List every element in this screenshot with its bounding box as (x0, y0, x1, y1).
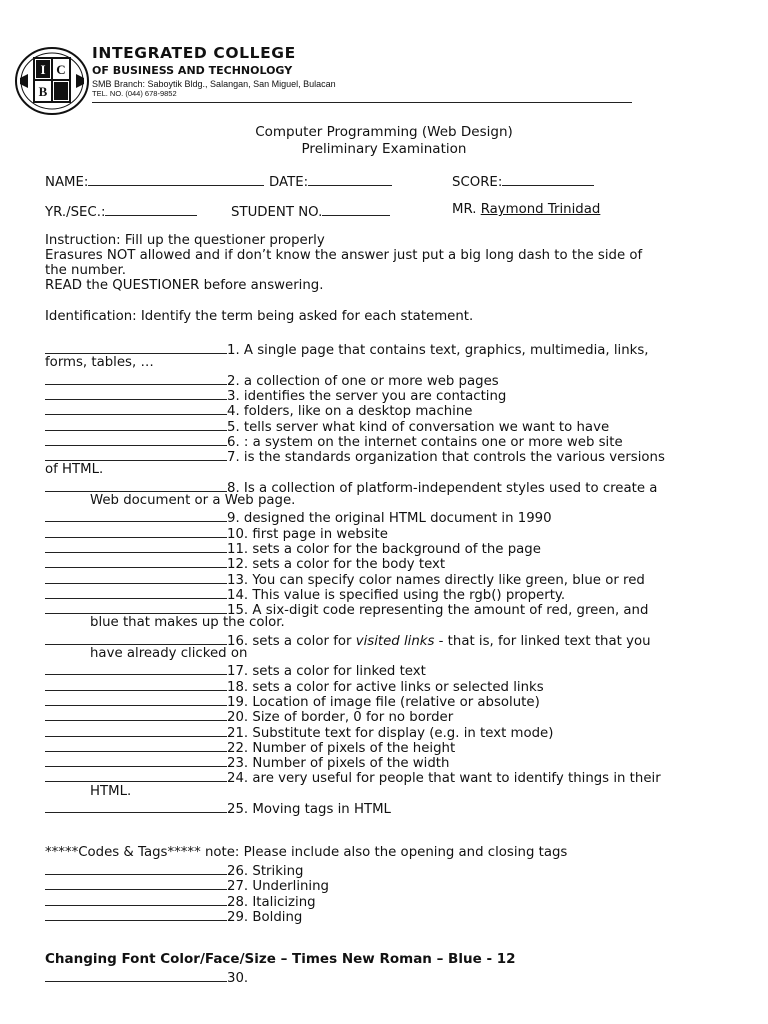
college-subtitle: OF BUSINESS AND TECHNOLOGY (92, 64, 293, 77)
college-logo (14, 44, 90, 116)
answer-blank[interactable] (45, 738, 227, 752)
codes-section-heading: *****Codes & Tags***** note: Please include also the opening and closing tags (45, 845, 568, 860)
svg-text:B: B (38, 84, 48, 99)
question-item[interactable]: 10. first page in website (45, 524, 388, 542)
question-item[interactable]: 3. identifies the server you are contacting (45, 386, 506, 404)
answer-blank[interactable] (45, 432, 227, 446)
answer-blank[interactable] (45, 707, 227, 721)
question-item[interactable]: 26. Striking (45, 861, 303, 879)
question-item[interactable]: 22. Number of pixels of the height (45, 738, 455, 756)
question-continuation: have already clicked on (90, 646, 248, 661)
question-item[interactable]: 20. Size of border, 0 for no border (45, 707, 453, 725)
font-section-heading: Changing Font Color/Face/Size – Times New Roman – Blue - 12 (45, 951, 516, 967)
yr-sec-field[interactable]: YR./SEC.: (45, 202, 197, 220)
question-item[interactable]: 16. sets a color for visited links - that is, for linked text that you (45, 631, 651, 649)
answer-blank[interactable] (45, 799, 227, 813)
question-item[interactable]: 30. (45, 968, 248, 986)
question-item[interactable]: 8. Is a collection of platform-independent styles used to create a (45, 478, 657, 496)
answer-blank[interactable] (45, 861, 227, 875)
question-continuation: HTML. (90, 783, 132, 799)
yr-sec-blank[interactable] (105, 202, 197, 216)
name-blank[interactable] (88, 172, 264, 186)
instruction-line: Erasures NOT allowed and if don’t know the answer just put a big long dash to the side of (45, 248, 643, 263)
score-field[interactable]: SCORE: (452, 172, 594, 190)
answer-blank[interactable] (45, 692, 227, 706)
student-no-blank[interactable] (322, 202, 390, 216)
question-item[interactable]: 2. a collection of one or more web pages (45, 371, 499, 389)
question-continuation: Web document or a Web page. (90, 493, 296, 508)
question-item[interactable]: 4. folders, like on a desktop machine (45, 401, 473, 419)
instruction-line: the number. (45, 263, 126, 278)
answer-blank[interactable] (45, 585, 227, 599)
answer-blank[interactable] (45, 371, 227, 385)
question-item[interactable]: 21. Substitute text for display (e.g. in text mode) (45, 723, 553, 741)
instruction-line: Instruction: Fill up the questioner properly (45, 233, 325, 248)
instruction-line: READ the QUESTIONER before answering. (45, 278, 324, 293)
question-continuation: of HTML. (45, 462, 104, 478)
answer-blank[interactable] (45, 508, 227, 522)
identification-heading: Identification: Identify the term being asked for each statement. (45, 309, 474, 324)
answer-blank[interactable] (45, 386, 227, 400)
college-name: INTEGRATED COLLEGE (92, 44, 296, 62)
answer-blank[interactable] (45, 907, 227, 921)
answer-blank[interactable] (45, 876, 227, 890)
question-item[interactable]: 24. are very useful for people that want to identify things in their (45, 768, 661, 786)
answer-blank[interactable] (45, 401, 227, 415)
question-continuation: blue that makes up the color. (90, 615, 285, 631)
answer-blank[interactable] (45, 600, 227, 614)
teacher-field: MR. Raymond Trinidad (452, 202, 601, 217)
answer-blank[interactable] (45, 570, 227, 584)
question-item[interactable]: 27. Underlining (45, 876, 329, 894)
question-item[interactable]: 17. sets a color for linked text (45, 661, 426, 679)
question-continuation: forms, tables, … (45, 355, 154, 371)
question-item[interactable]: 19. Location of image file (relative or absolute) (45, 692, 540, 710)
answer-blank[interactable] (45, 447, 227, 461)
question-item[interactable]: 28. Italicizing (45, 892, 316, 910)
answer-blank[interactable] (45, 417, 227, 431)
exam-subtitle: Preliminary Examination (301, 141, 467, 157)
answer-blank[interactable] (45, 554, 227, 568)
score-blank[interactable] (502, 172, 594, 186)
answer-blank[interactable] (45, 753, 227, 767)
answer-blank[interactable] (45, 524, 227, 538)
question-item[interactable]: 13. You can specify color names directly like green, blue or red (45, 570, 645, 588)
question-item[interactable]: 12. sets a color for the body text (45, 554, 445, 572)
question-item[interactable]: 1. A single page that contains text, graphics, multimedia, links, (45, 340, 649, 358)
answer-blank[interactable] (45, 340, 227, 354)
header-divider (92, 102, 632, 103)
answer-blank[interactable] (45, 723, 227, 737)
teacher-name: Raymond Trinidad (480, 202, 601, 217)
date-blank[interactable] (308, 172, 392, 186)
student-no-field[interactable]: STUDENT NO. (231, 202, 390, 220)
answer-blank[interactable] (45, 631, 227, 645)
college-branch: SMB Branch: Saboytik Bldg., Salangan, San Miguel, Bulacan (92, 79, 336, 89)
svg-text:C: C (56, 62, 66, 77)
college-tel: TEL. NO. (044) 678-9852 (92, 89, 177, 98)
question-item[interactable]: 11. sets a color for the background of the page (45, 539, 541, 557)
name-field[interactable]: NAME: (45, 172, 264, 190)
question-item[interactable]: 15. A six-digit code representing the amount of red, green, and (45, 600, 648, 618)
answer-blank[interactable] (45, 768, 227, 782)
svg-text:I: I (40, 62, 46, 77)
answer-blank[interactable] (45, 478, 227, 492)
question-item[interactable]: 18. sets a color for active links or selected links (45, 677, 544, 695)
exam-title: Computer Programming (Web Design) (255, 124, 513, 140)
question-item[interactable]: 5. tells server what kind of conversation we want to have (45, 417, 609, 435)
answer-blank[interactable] (45, 892, 227, 906)
question-item[interactable]: 9. designed the original HTML document in 1990 (45, 508, 552, 526)
answer-blank[interactable] (45, 661, 227, 675)
question-item[interactable]: 6. : a system on the internet contains one or more web site (45, 432, 623, 450)
answer-blank[interactable] (45, 677, 227, 691)
answer-blank[interactable] (45, 968, 227, 982)
question-item[interactable]: 29. Bolding (45, 907, 302, 925)
question-item[interactable]: 25. Moving tags in HTML (45, 799, 391, 817)
answer-blank[interactable] (45, 539, 227, 553)
question-item[interactable]: 14. This value is specified using the rgb() property. (45, 585, 565, 603)
question-item[interactable]: 23. Number of pixels of the width (45, 753, 449, 771)
question-item[interactable]: 7. is the standards organization that controls the various versions (45, 447, 665, 465)
date-field[interactable]: DATE: (269, 172, 392, 190)
